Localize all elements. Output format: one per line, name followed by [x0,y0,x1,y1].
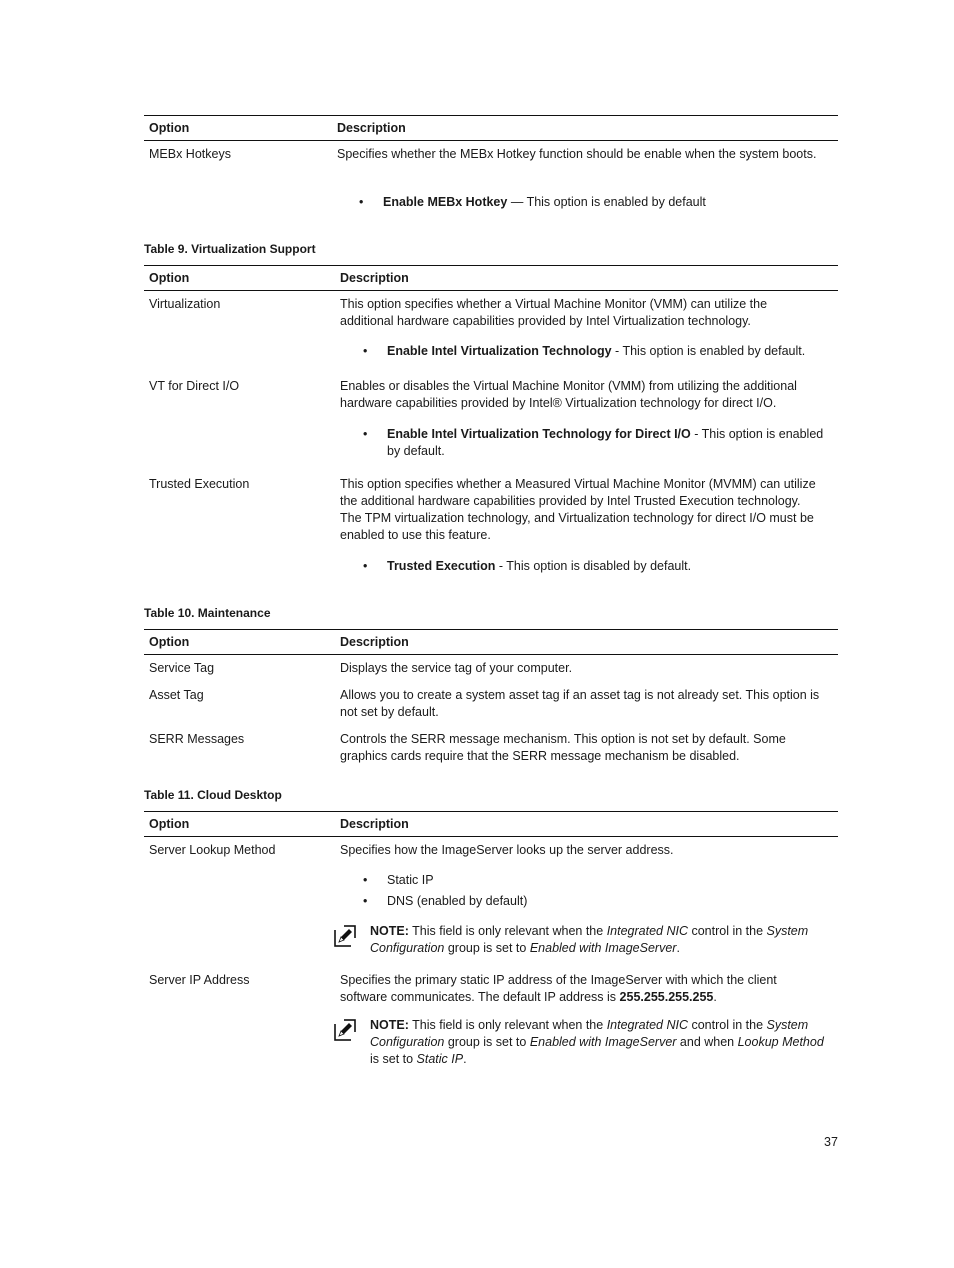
description-mebx-hotkeys: Specifies whether the MEBx Hotkey function should be enable when the system boots. [337,147,817,161]
description-serr-messages: Controls the SERR message mechanism. This option is not set by default. Some graphics cards require that the SERR message mechanism be disabled. [340,732,786,763]
bullet-glyph: • [363,427,368,441]
description-text: Specifies the primary static IP address of the ImageServer with which the client software communicates. The default IP address is [340,973,777,1004]
bullet-glyph: • [363,894,368,908]
bullet-text: — This option is enabled by default [507,195,706,209]
table-header [144,115,838,141]
table-caption: Table 10. Maintenance [144,606,271,620]
header-option: Option [149,635,190,649]
header-description: Description [340,271,409,285]
description-trusted-execution: This option specifies whether a Measured Virtual Machine Monitor (MVMM) can utilize the additional hardware capabilities provided by Intel Trusted Execution technology. The TPM virtualization technology, and Virtualization technology for direct I/O must be enabled to use this feature. [340,477,816,542]
note-label: NOTE: [370,924,409,938]
description-service-tag: Displays the service tag of your computer. [340,661,573,675]
bullet-text: - This option is enabled by default. [611,344,806,358]
note-text: This field is only relevant when the [408,924,607,938]
note-text: control in the [687,924,767,938]
table-mebx [144,115,838,209]
bullet-glyph: • [363,559,368,573]
note-italic: Lookup Method [737,1035,824,1049]
note-italic: System Configuration [370,924,809,955]
note-italic: Integrated NIC [606,1018,688,1032]
pencil-note-icon [334,1019,356,1041]
header-option: Option [149,817,190,831]
bullet-glyph: • [359,195,364,209]
option-trusted-execution: Trusted Execution [149,477,250,491]
bullet-text: Static IP [387,873,434,887]
option-virtualization: Virtualization [149,297,221,311]
option-serr-messages: SERR Messages [149,732,245,746]
description-text: . [713,990,717,1004]
note-italic: Static IP [416,1052,464,1066]
note-italic: Enabled with ImageServer [529,941,677,955]
table-cloud-desktop [144,811,838,1066]
option-asset-tag: Asset Tag [149,688,204,702]
option-server-ip-address: Server IP Address [149,973,250,987]
table-caption: Table 9. Virtualization Support [144,242,316,256]
note-text: . [463,1052,467,1066]
note-text: This field is only relevant when the [408,1018,607,1032]
header-option: Option [149,271,190,285]
default-ip-address: 255.255.255.255 [619,990,714,1004]
bullet-bold: Enable Intel Virtualization Technology for Direct I/O [387,427,691,441]
bullet-text: - This option is disabled by default. [495,559,692,573]
description-server-lookup-method: Specifies how the ImageServer looks up the server address. [340,843,674,857]
note-text: is set to [370,1052,417,1066]
bullet-text: - This option is enabled by default. [387,427,824,458]
description-vt-direct-io: Enables or disables the Virtual Machine Monitor (VMM) from utilizing the additional hardware capabilities provided by Intel® Virtualization technology for direct I/O. [340,379,797,410]
note-italic: Enabled with ImageServer [529,1035,677,1049]
table-maintenance [144,629,838,763]
bullet-bold: Enable MEBx Hotkey [383,195,508,209]
table-virtualization [144,265,838,573]
pencil-note-icon [334,925,356,947]
note-text: . [676,941,680,955]
table-caption: Table 11. Cloud Desktop [144,788,282,802]
bullet-bold: Enable Intel Virtualization Technology [387,344,612,358]
note-text: group is set to [444,941,530,955]
table-header [144,629,838,655]
note-text: group is set to [444,1035,530,1049]
description-server-ip-address [340,972,820,1006]
note-italic: Integrated NIC [606,924,688,938]
bullet-glyph: • [363,873,368,887]
table-header [144,265,838,291]
header-description: Description [337,121,406,135]
bullet-glyph: • [363,344,368,358]
note-label: NOTE: [370,1018,409,1032]
option-service-tag: Service Tag [149,661,215,675]
option-vt-direct-io: VT for Direct I/O [149,379,240,393]
page-number: 37 [824,1135,838,1149]
option-mebx-hotkeys: MEBx Hotkeys [149,147,231,161]
description-asset-tag: Allows you to create a system asset tag if an asset tag is not already set. This option is not set by default. [340,688,820,719]
header-option: Option [149,121,190,135]
note-italic: System Configuration [370,1018,809,1049]
note-text: control in the [687,1018,767,1032]
option-server-lookup-method: Server Lookup Method [149,843,276,857]
table-header [144,811,838,837]
note-text: and when [676,1035,738,1049]
header-description: Description [340,817,409,831]
bullet-bold: Trusted Execution [387,559,496,573]
description-virtualization: This option specifies whether a Virtual Machine Monitor (VMM) can utilize the additional hardware capabilities provided by Intel Virtualization technology. [340,297,768,328]
header-description: Description [340,635,409,649]
bullet-text: DNS (enabled by default) [387,894,528,908]
